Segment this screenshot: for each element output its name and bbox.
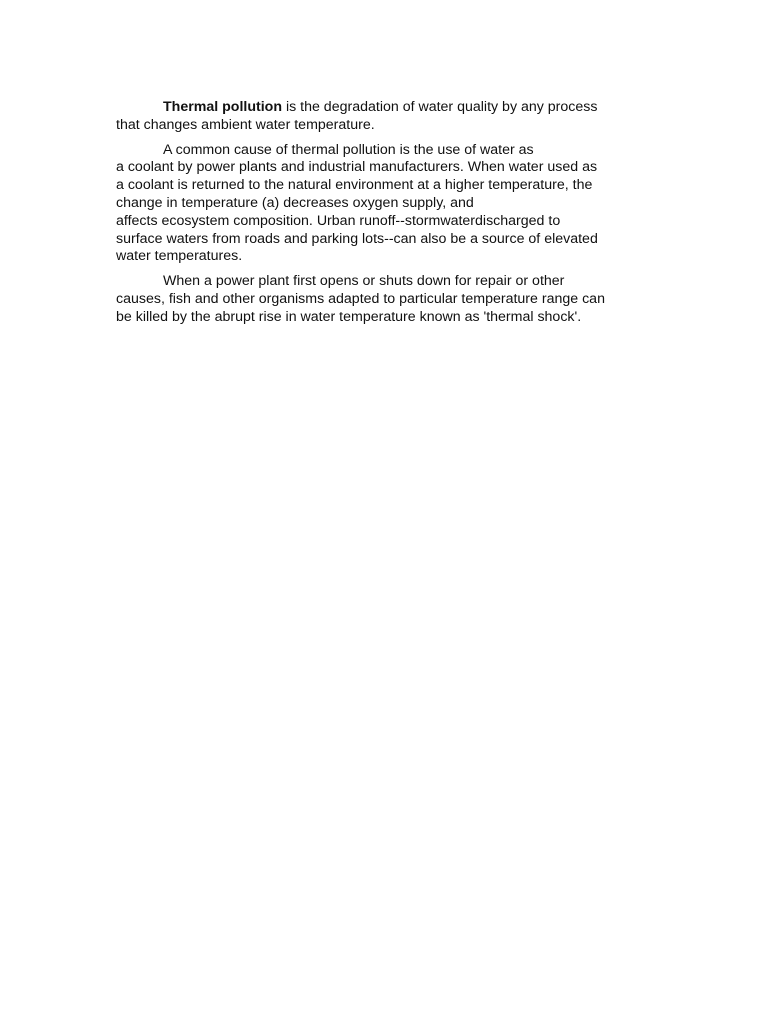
paragraph-causes bbox=[116, 142, 656, 267]
text-line bbox=[116, 99, 656, 117]
text-line: change in temperature (a) decreases oxygen supply, and bbox=[116, 194, 474, 211]
text-line: A common cause of thermal pollution is the use of water as bbox=[163, 141, 534, 158]
text-line: affects ecosystem composition. Urban runoff--stormwaterdischarged to bbox=[116, 212, 561, 229]
text-line: When a power plant first opens or shuts down for repair or other bbox=[163, 273, 565, 290]
text-line: be killed by the abrupt rise in water temperature known as 'thermal shock'. bbox=[116, 308, 582, 325]
text-line: that changes ambient water temperature. bbox=[116, 116, 375, 133]
paragraph-thermal-shock bbox=[116, 273, 656, 326]
text-line: surface waters from roads and parking lots--can also be a source of elevated bbox=[116, 230, 598, 247]
text-line: a coolant is returned to the natural environment at a higher temperature, the bbox=[116, 177, 593, 194]
text-line: a coolant by power plants and industrial manufacturers. When water used as bbox=[116, 159, 598, 176]
document-body bbox=[116, 99, 656, 334]
term-thermal-pollution: Thermal pollution bbox=[163, 99, 283, 115]
text-line: causes, fish and other organisms adapted to particular temperature range can bbox=[116, 290, 605, 307]
paragraph-definition bbox=[116, 99, 656, 135]
text-line: water temperatures. bbox=[116, 248, 243, 265]
definition-text: is the degradation of water quality by any process bbox=[282, 99, 598, 115]
